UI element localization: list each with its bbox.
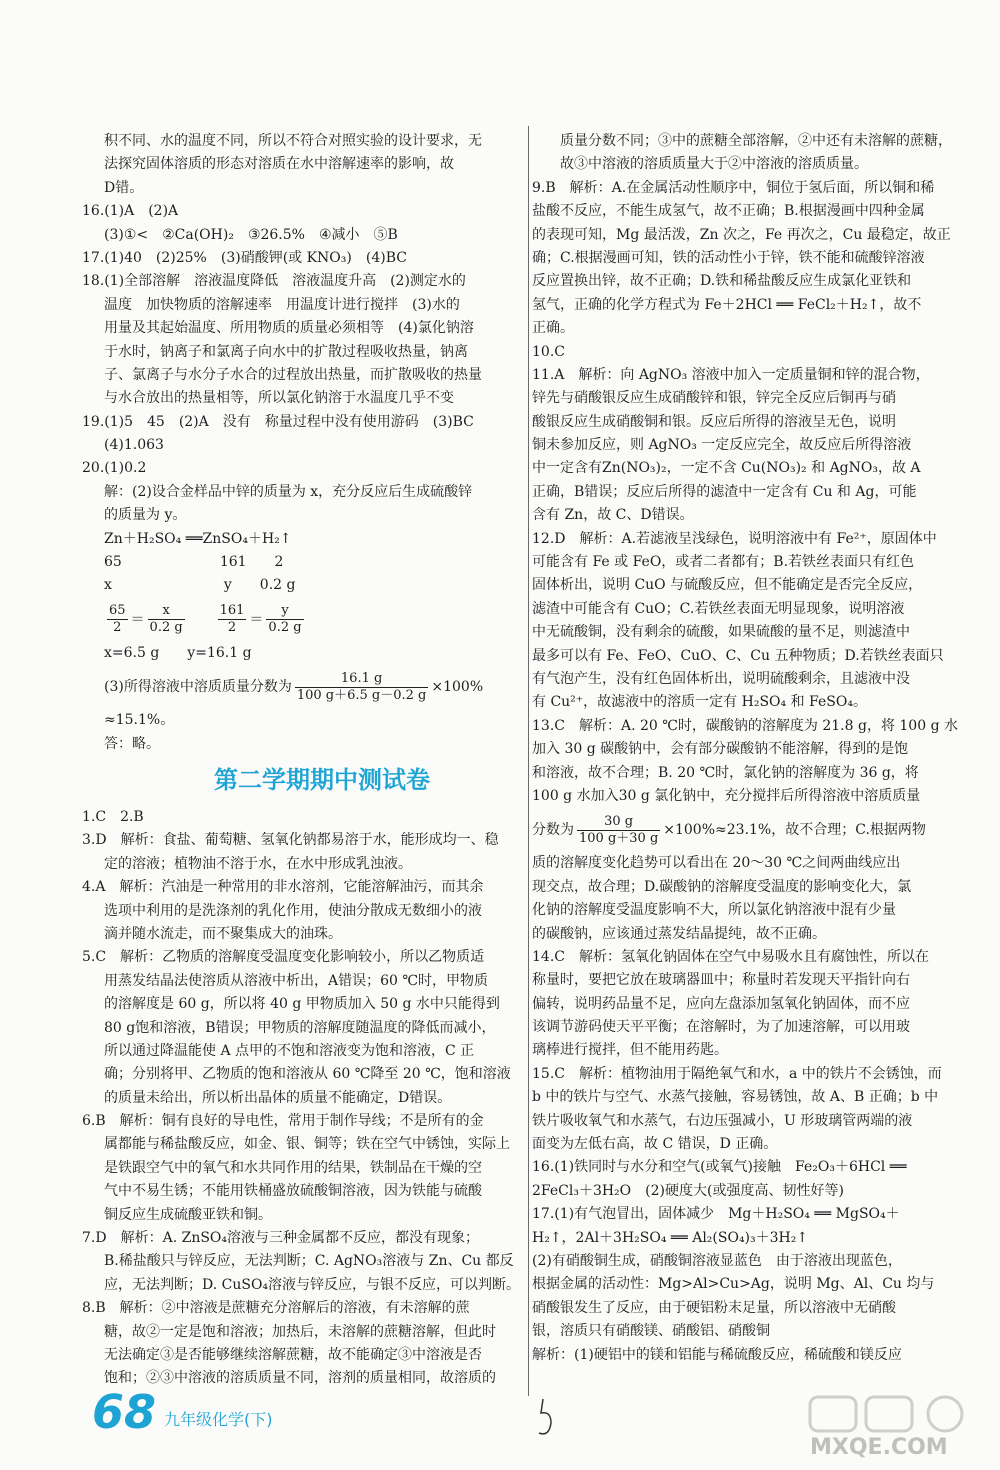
approx-line: ≈15.1%。 xyxy=(104,712,175,729)
text-line: 8.B 解析：②中溶液是蔗糖充分溶解后的溶液，有未溶解的蔗 xyxy=(82,1300,470,1317)
text-line: 15.C 解析：植物油用于隔绝氧气和水，a 中的铁片不会锈蚀，而 xyxy=(532,1065,942,1082)
right-text-block-2 xyxy=(532,852,982,1367)
text-line: 银，溶质只有硝酸镁、硝酸铝、硝酸铜 xyxy=(532,1323,770,1340)
text-line: 盐酸不反应，不能生成氢气，故不正确；B.根据漫画中四种金属 xyxy=(532,203,925,220)
text-line: 是铁跟空气中的氧气和水共同作用的结果，铁制品在干燥的空 xyxy=(104,1159,482,1176)
text-line: 该调节游码使天平平衡；在溶解时，为了加速溶解，可以用玻 xyxy=(532,1019,910,1036)
footer-label: 九年级化学(下) xyxy=(164,1410,273,1429)
text-line: 子、氯离子与水分子水合的过程放出热量，而扩散吸收的热量 xyxy=(104,366,482,383)
text-line: 4.A 解析：汽油是一种常用的非水溶剂，它能溶解油污，而其余 xyxy=(82,879,484,896)
text-line: 17.(1)40 (2)25% (3)硝酸钾(或 KNO₃) (4)BC xyxy=(82,249,407,266)
text-line: 现交点，故合理；D.碳酸钠的溶解度受温度的影响变化大，氯 xyxy=(532,878,912,895)
text-line: 19.(1)5 45 (2)A 没有 称量过程中没有使用游码 (3)BC xyxy=(82,413,474,430)
text-line: 氢气，正确的化学方程式为 Fe＋2HCl ══ FeCl₂＋H₂↑，故不 xyxy=(532,296,922,313)
text-line: 确；分别将甲、乙物质的饱和溶液从 60 ℃降至 20 ℃，饱和溶液 xyxy=(104,1066,511,1083)
text-line: 应，无法判断；D. CuSO₄溶液与锌反应，与银不反应，可以判断。 xyxy=(104,1276,521,1293)
text-line: 5.C 解析：乙物质的溶解度受温度变化影响较小，所以乙物质适 xyxy=(82,949,485,966)
text-line: 属都能与稀盐酸反应，如金、银、铜等；铁在空气中锈蚀，实际上 xyxy=(104,1136,510,1153)
text-line: 化钠的溶解度受温度影响不大，所以氯化钠溶液中混有少量 xyxy=(532,902,896,919)
text-line: 加入 30 g 碳酸钠中，会有部分碳酸钠不能溶解，得到的是饱 xyxy=(532,741,909,758)
text-line: 的表现可知，Mg 最活泼，Zn 次之，Fe 再次之，Cu 最稳定，故正 xyxy=(532,226,951,243)
text-line: 7.D 解析：A. ZnSO₄溶液与三种金属都不反应，都没有现象； xyxy=(82,1230,480,1247)
text-line: 17.(1)有气泡冒出，固体减少 Mg＋H₂SO₄ ══ MgSO₄＋ xyxy=(532,1206,900,1223)
text-line: 积不同、水的温度不同，所以不符合对照实验的设计要求，无 xyxy=(104,133,482,149)
text-line: 有 Cu²⁺，故滤液中的溶质一定有 H₂SO₄ 和 FeSO₄。 xyxy=(532,694,867,711)
right-column xyxy=(532,130,982,1367)
text-line: 中一定含有Zn(NO₃)₂，一定不含 Cu(NO₃)₂ 和 AgNO₃，故 A xyxy=(532,460,921,477)
text-line: 10.C xyxy=(532,343,565,360)
handwritten-mark xyxy=(537,1395,557,1440)
text-line: 含有 Zn，故 C、D错误。 xyxy=(532,507,694,524)
text-line: 用量及其起始温度、所用物质的质量必须相等 (4)氯化钠溶 xyxy=(104,320,474,337)
text-line: 80 g饱和溶液，B错误；甲物质的溶解度随温度的降低而减小， xyxy=(104,1019,496,1036)
text-line: 最多可以有 Fe、FeO、CuO、C、Cu 五种物质；D.若铁丝表面只 xyxy=(532,647,944,664)
text-line: 2FeCl₃＋3H₂O (2)硬度大(或强度高、韧性好等) xyxy=(532,1182,844,1199)
left-text-block-2 xyxy=(82,806,522,1391)
text-line: 解：(2)设合金样品中锌的质量为 x，充分反应后生成硫酸锌 xyxy=(104,483,473,500)
page-number: 68 xyxy=(92,1385,157,1439)
equation-fractions: $\frac{65}{2}$ ＝ $\frac{x}{0.2 g}$ $\frac{161}{2}$ ＝ $\frac{y}{0.2 g}$ xyxy=(109,603,302,636)
text-line: 用蒸发结晶法使溶质从溶液中析出，A错误；60 ℃时，甲物质 xyxy=(104,972,489,989)
text-line: 温度 加快物质的溶解速率 用温度计进行搅拌 (3)水的 xyxy=(104,296,460,313)
text-line: 质量分数不同；③中的蔗糖全部溶解，②中还有未溶解的蔗糖， xyxy=(560,133,952,149)
text-line: 20.(1)0.2 xyxy=(82,460,147,477)
text-line: 确；C.根据漫画可知，铁的活动性小于锌，铁不能和硫酸锌溶液 xyxy=(532,249,925,266)
text-line: 糖，故②一定是饱和溶液；加热后，未溶解的蔗糖溶解，但此时 xyxy=(104,1323,496,1340)
solution-line: x=6.5 g y=16.1 g xyxy=(104,644,252,661)
text-line: 选项中利用的是洗涤剂的乳化作用，使油分散成无数细小的液 xyxy=(104,902,482,919)
text-line: 12.D 解析：A.若滤液呈浅绿色，说明溶液中有 Fe²⁺，原固体中 xyxy=(532,530,937,547)
text-line: 1.C 2.B xyxy=(82,808,144,825)
text-line: 16.(1)A (2)A xyxy=(82,203,179,220)
text-line: 硝酸银发生了反应，由于硬铝粉末足量，所以溶液中无硝酸 xyxy=(532,1299,896,1316)
text-line: 铜反应生成硫酸亚铁和铜。 xyxy=(104,1206,272,1223)
text-line: 滴并随水流走，而不聚集成大的油珠。 xyxy=(104,925,342,942)
text-line: 13.C 解析：A. 20 ℃时，碳酸钠的溶解度为 21.8 g，将 100 g 水 xyxy=(532,717,958,734)
answer-line: 答：略。 xyxy=(104,735,160,752)
text-line: (4)1.063 xyxy=(104,437,164,454)
percent-formula-2: 分数为 $\frac{30 g}{100 g+30 g}$ ×100%≈23.1%，故不合理；C.根据两物 xyxy=(532,813,926,846)
text-line: 酸银反应生成硝酸铜和银。反应后所得的溶液呈无色，说明 xyxy=(532,413,896,430)
text-line: 的碳酸钠，应该通过蒸发结晶提纯，故不正确。 xyxy=(532,925,826,942)
text-line: 正确。 xyxy=(532,320,574,337)
text-line: 质的溶解度变化趋势可以看出在 20～30 ℃之间两曲线应出 xyxy=(532,855,901,872)
text-line: 故③中溶液的溶质质量大于②中溶液的溶质质量。 xyxy=(560,156,868,173)
text-line: x y 0.2 g xyxy=(104,577,296,594)
text-line: 根据金属的活动性：Mg>Al>Cu>Ag，说明 Mg、Al、Cu 均与 xyxy=(532,1276,935,1293)
text-line: 100 g 水加入30 g 氯化钠中，充分搅拌后所得溶液中溶质质量 xyxy=(532,787,921,804)
fraction: $\frac{65}{2}$ xyxy=(109,603,126,636)
fraction: $\frac{x}{0.2 g}$ xyxy=(149,603,183,636)
text-line: 铁片吸收氧气和水蒸气，右边压强减小，U 形玻璃管两端的液 xyxy=(532,1112,913,1129)
text-line: 偏转，说明药品量不足，应向左盘添加氢氧化钠固体，而不应 xyxy=(532,995,910,1012)
text-line: 面变为左低右高，故 C 错误，D 正确。 xyxy=(532,1136,778,1153)
text-line: 称量时，要把它放在玻璃器皿中；称量时若发现天平指针向右 xyxy=(532,972,910,989)
percent-formula: (3)所得溶液中溶质质量分数为 $\frac{16.1 g}{100 g+6.5 g-0.2 g}$ ×100% xyxy=(104,670,484,703)
left-column xyxy=(82,130,522,1391)
text-line: 锌先与硝酸银反应生成硝酸锌和银，锌完全反应后铜再与硝 xyxy=(532,390,896,407)
text-line: 所以通过降温能使 A 点甲的不饱和溶液变为饱和溶液，C 正 xyxy=(104,1042,475,1059)
text-line: 法探究固体溶质的形态对溶质在水中溶解速率的影响，故 xyxy=(104,156,454,173)
fraction: $\frac{30 g}{100 g+30 g}$ xyxy=(579,813,659,846)
fraction: $\frac{y}{0.2 g}$ xyxy=(268,603,302,636)
text-line: 18.(1)全部溶解 溶液温度降低 溶液温度升高 (2)测定水的 xyxy=(82,273,466,290)
text-line: 65 161 2 xyxy=(104,554,284,571)
text-line: 无法确定③是否能够继续溶解蔗糖，故不能确定③中溶液是否 xyxy=(104,1346,482,1363)
fraction: $\frac{161}{2}$ xyxy=(219,603,245,636)
text-line: 反应置换出锌，故不正确；D.铁和稀盐酸反应生成氯化亚铁和 xyxy=(532,273,912,290)
text-line: 滤渣中可能含有 CuO；C.若铁丝表面无明显现象，说明溶液 xyxy=(532,600,905,617)
fraction: $\frac{16.1 g}{100 g+6.5 g-0.2 g}$ xyxy=(296,670,427,703)
text-line: 的溶解度是 60 g，所以将 40 g 甲物质加入 50 g 水中只能得到 xyxy=(104,996,500,1013)
right-text-block-1 xyxy=(532,130,982,808)
watermark-text: MXQE.COM xyxy=(810,1435,948,1460)
text-line: 气中不易生锈；不能用铁桶盛放硫酸铜溶液，因为铁能与硫酸 xyxy=(104,1183,482,1200)
text-line: 固体析出，说明 CuO 与硫酸反应，但不能确定是否完全反应， xyxy=(532,577,923,594)
text-line: 定的溶液；植物油不溶于水，在水中形成乳浊液。 xyxy=(104,855,412,872)
text-line: 11.A 解析：向 AgNO₃ 溶液中加入一定质量铜和锌的混合物， xyxy=(532,366,930,383)
text-line: 和溶液，故不合理；B. 20 ℃时，氯化钠的溶解度为 36 g，将 xyxy=(532,764,919,781)
text-line: H₂↑，2Al＋3H₂SO₄ ══ Al₂(SO₄)₃＋3H₂↑ xyxy=(532,1229,809,1246)
text-line: D错。 xyxy=(104,179,144,196)
text-line: 饱和；②③中溶液的溶质质量不同，溶剂的质量相同，故溶质的 xyxy=(104,1370,496,1387)
text-line: 的质量为 y。 xyxy=(104,507,187,524)
text-line: Zn＋H₂SO₄ ══ZnSO₄＋H₂↑ xyxy=(104,530,292,547)
text-line: 于水时，钠离子和氯离子向水中的扩散过程吸收热量，钠离 xyxy=(104,343,468,360)
text-line: b 中的铁片与空气、水蒸气接触，容易锈蚀，故 A、B 正确；b 中 xyxy=(532,1089,939,1106)
text-line: 解析：(1)硬铝中的镁和铝能与稀硫酸反应，稀硫酸和镁反应 xyxy=(532,1346,902,1363)
text-line: 9.B 解析：A.在金属活动性顺序中，铜位于氢后面，所以铜和稀 xyxy=(532,179,935,196)
watermark-logo-graphic xyxy=(800,1395,990,1435)
text-line: 铜未参加反应，则 AgNO₃ 一定反应完全，故反应后所得溶液 xyxy=(532,437,912,454)
text-line: (2)有硝酸铜生成，硝酸铜溶液显蓝色 由于溶液出现蓝色， xyxy=(532,1252,902,1269)
column-divider xyxy=(528,126,529,1396)
text-line: B.稀盐酸只与锌反应，无法判断；C. AgNO₃溶液与 Zn、Cu 都反 xyxy=(104,1253,514,1270)
section-title: 第二学期期中测试卷 xyxy=(214,765,430,794)
text-line: 有气泡产生，没有红色固体析出，说明硫酸剩余，且滤液中没 xyxy=(532,670,910,687)
text-line: 16.(1)铁同时与水分和空气(或氧气)接触 Fe₂O₃＋6HCl ══ xyxy=(532,1159,907,1176)
watermark-logo xyxy=(800,1395,990,1465)
text-line: 中无硫酸铜，没有剩余的硫酸，如果硫酸的量不足，则滤渣中 xyxy=(532,624,910,641)
text-line: 与水合放出的热量相等，所以氯化钠溶于水温度几乎不变 xyxy=(104,390,454,407)
left-text-block-1 xyxy=(82,130,522,598)
text-line: 3.D 解析：食盐、葡萄糖、氢氧化钠都易溶于水，能形成均一、稳 xyxy=(82,832,499,849)
text-line: (3)①< ②Ca(OH)₂ ③26.5% ④减小 ⑤B xyxy=(104,226,398,243)
text-line: 6.B 解析：铜有良好的导电性，常用于制作导线；不是所有的金 xyxy=(82,1113,484,1130)
text-line: 的质量未给出，所以析出晶体的质量不能确定，D错误。 xyxy=(104,1089,452,1106)
text-line: 14.C 解析：氢氧化钠固体在空气中易吸水且有腐蚀性，所以在 xyxy=(532,948,929,965)
text-line: 璃棒进行搅拌，但不能用药匙。 xyxy=(532,1042,728,1059)
text-line: 可能含有 Fe 或 FeO，或者二者都有；B.若铁丝表面只有红色 xyxy=(532,554,915,571)
text-line: 正确，B错误；反应后所得的滤渣中一定含有 Cu 和 Ag，可能 xyxy=(532,483,917,500)
